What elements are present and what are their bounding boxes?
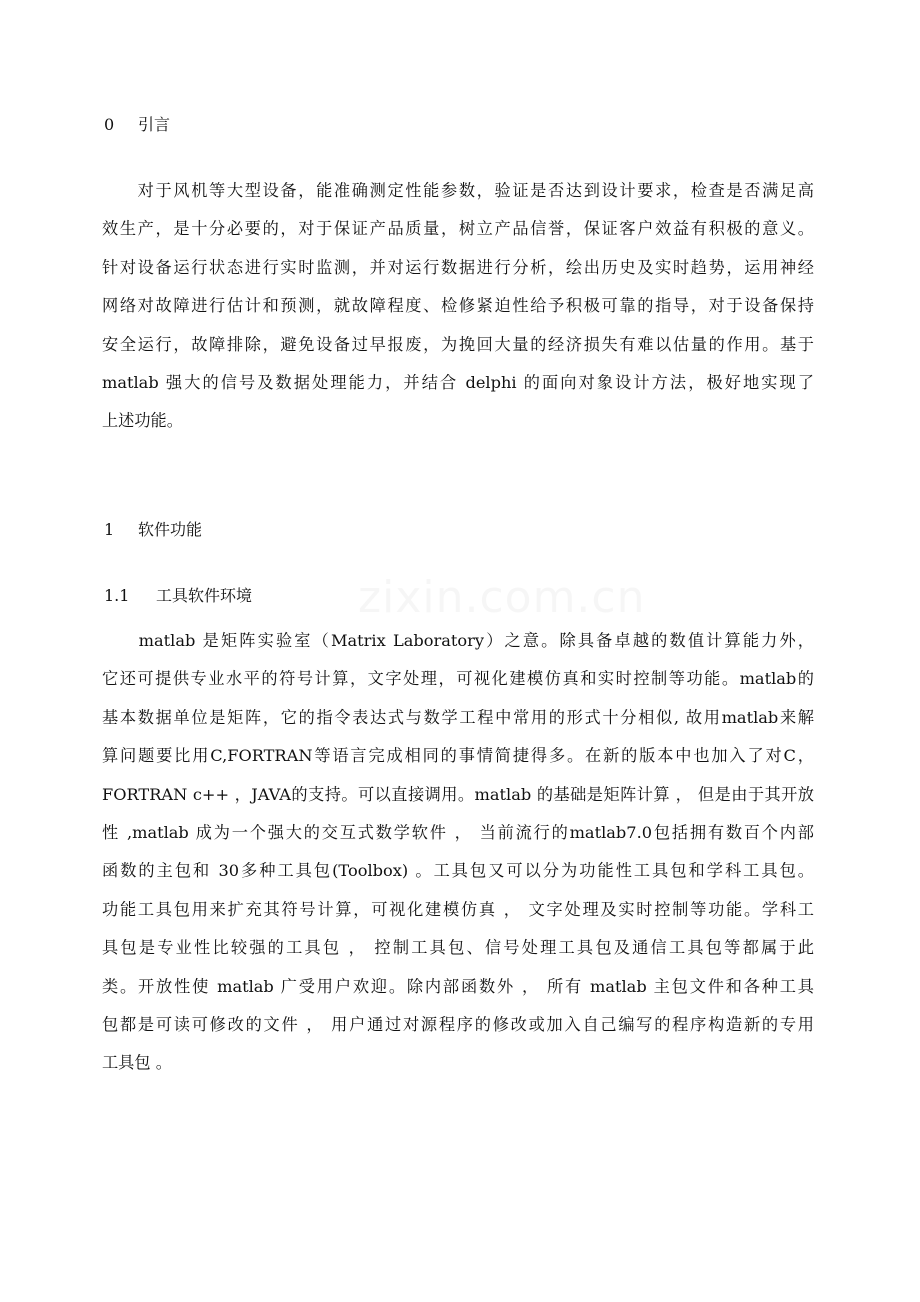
section-title: 工具软件环境: [156, 586, 253, 605]
section-heading-software-functions: [104, 520, 202, 540]
paragraph-line: matlab 强大的信号及数据处理能力，并结合 delphi 的面向对象设计方法，极好地实现了: [102, 372, 814, 392]
paragraph-line: 上述功能。: [102, 411, 183, 431]
paragraph-line: 性 ,matlab 成为一个强大的交互式数学软件 ， 当前流行的matlab7.0包括拥有数百个内部: [102, 822, 814, 842]
paragraph-line: 功能工具包用来扩充其符号计算，可视化建模仿真 ， 文字处理及实时控制等功能。学科工: [102, 899, 814, 919]
paragraph-line: 它还可提供专业水平的符号计算，文字处理，可视化建模仿真和实时控制等功能。matlab的: [102, 669, 814, 689]
paragraph-line: 函数的主包和 30多种工具包(Toolbox) 。工具包又可以分为功能性工具包和学科工具包。: [102, 861, 814, 881]
paragraph-line: 效生产，是十分必要的，对于保证产品质量，树立产品信誉，保证客户效益有积极的意义。: [102, 219, 814, 239]
paragraph-line: 网络对故障进行估计和预测，就故障程度、检修紧迫性给予积极可靠的指导，对于设备保持: [102, 296, 814, 316]
section-number: 1.1: [104, 586, 130, 605]
paragraph-line: 针对设备运行状态进行实时监测，并对运行数据进行分析，绘出历史及实时趋势，运用神经: [102, 257, 814, 277]
section-title: 软件功能: [138, 520, 203, 539]
paragraph-line: FORTRAN c++ ，JAVA的支持。可以直接调用。matlab 的基础是矩阵计算 ， 但是由于其开放: [102, 784, 814, 804]
section-number: 0: [104, 115, 115, 134]
paragraph-line: 工具包 。: [102, 1053, 172, 1073]
env-paragraph: [102, 622, 814, 1083]
paragraph-line: 算问题要比用C,FORTRAN等语言完成相同的事情简捷得多。在新的版本中也加入了对C，: [102, 746, 814, 766]
intro-paragraph: [102, 172, 814, 441]
paragraph-line: 包都是可读可修改的文件 ， 用户通过对源程序的修改或加入自己编写的程序构造新的专用: [102, 1014, 814, 1034]
section-heading-intro: [104, 115, 170, 135]
section-title: 引言: [138, 115, 171, 134]
paragraph-line: 基本数据单位是矩阵，它的指令表达式与数学工程中常用的形式十分相似, 故用matlab来解: [102, 707, 814, 727]
paragraph-line: 类。开放性使 matlab 广受用户欢迎。除内部函数外 ， 所有 matlab 主包文件和各种工具: [102, 976, 814, 996]
watermark-text: zixin.com.cn: [358, 572, 646, 623]
paragraph-line: 安全运行，故障排除，避免设备过早报废，为挽回大量的经济损失有难以估量的作用。基于: [102, 334, 814, 354]
paragraph-line: 具包是专业性比较强的工具包 ， 控制工具包、信号处理工具包及通信工具包等都属于此: [102, 938, 814, 958]
paragraph-line: matlab 是矩阵实验室（Matrix Laboratory）之意。除具备卓越的数值计算能力外，: [102, 631, 814, 650]
section-number: 1: [104, 520, 115, 539]
paragraph-line: 对于风机等大型设备，能准确测定性能参数，验证是否达到设计要求，检查是否满足高: [102, 181, 814, 200]
subsection-heading-tool-environment: [104, 586, 252, 606]
